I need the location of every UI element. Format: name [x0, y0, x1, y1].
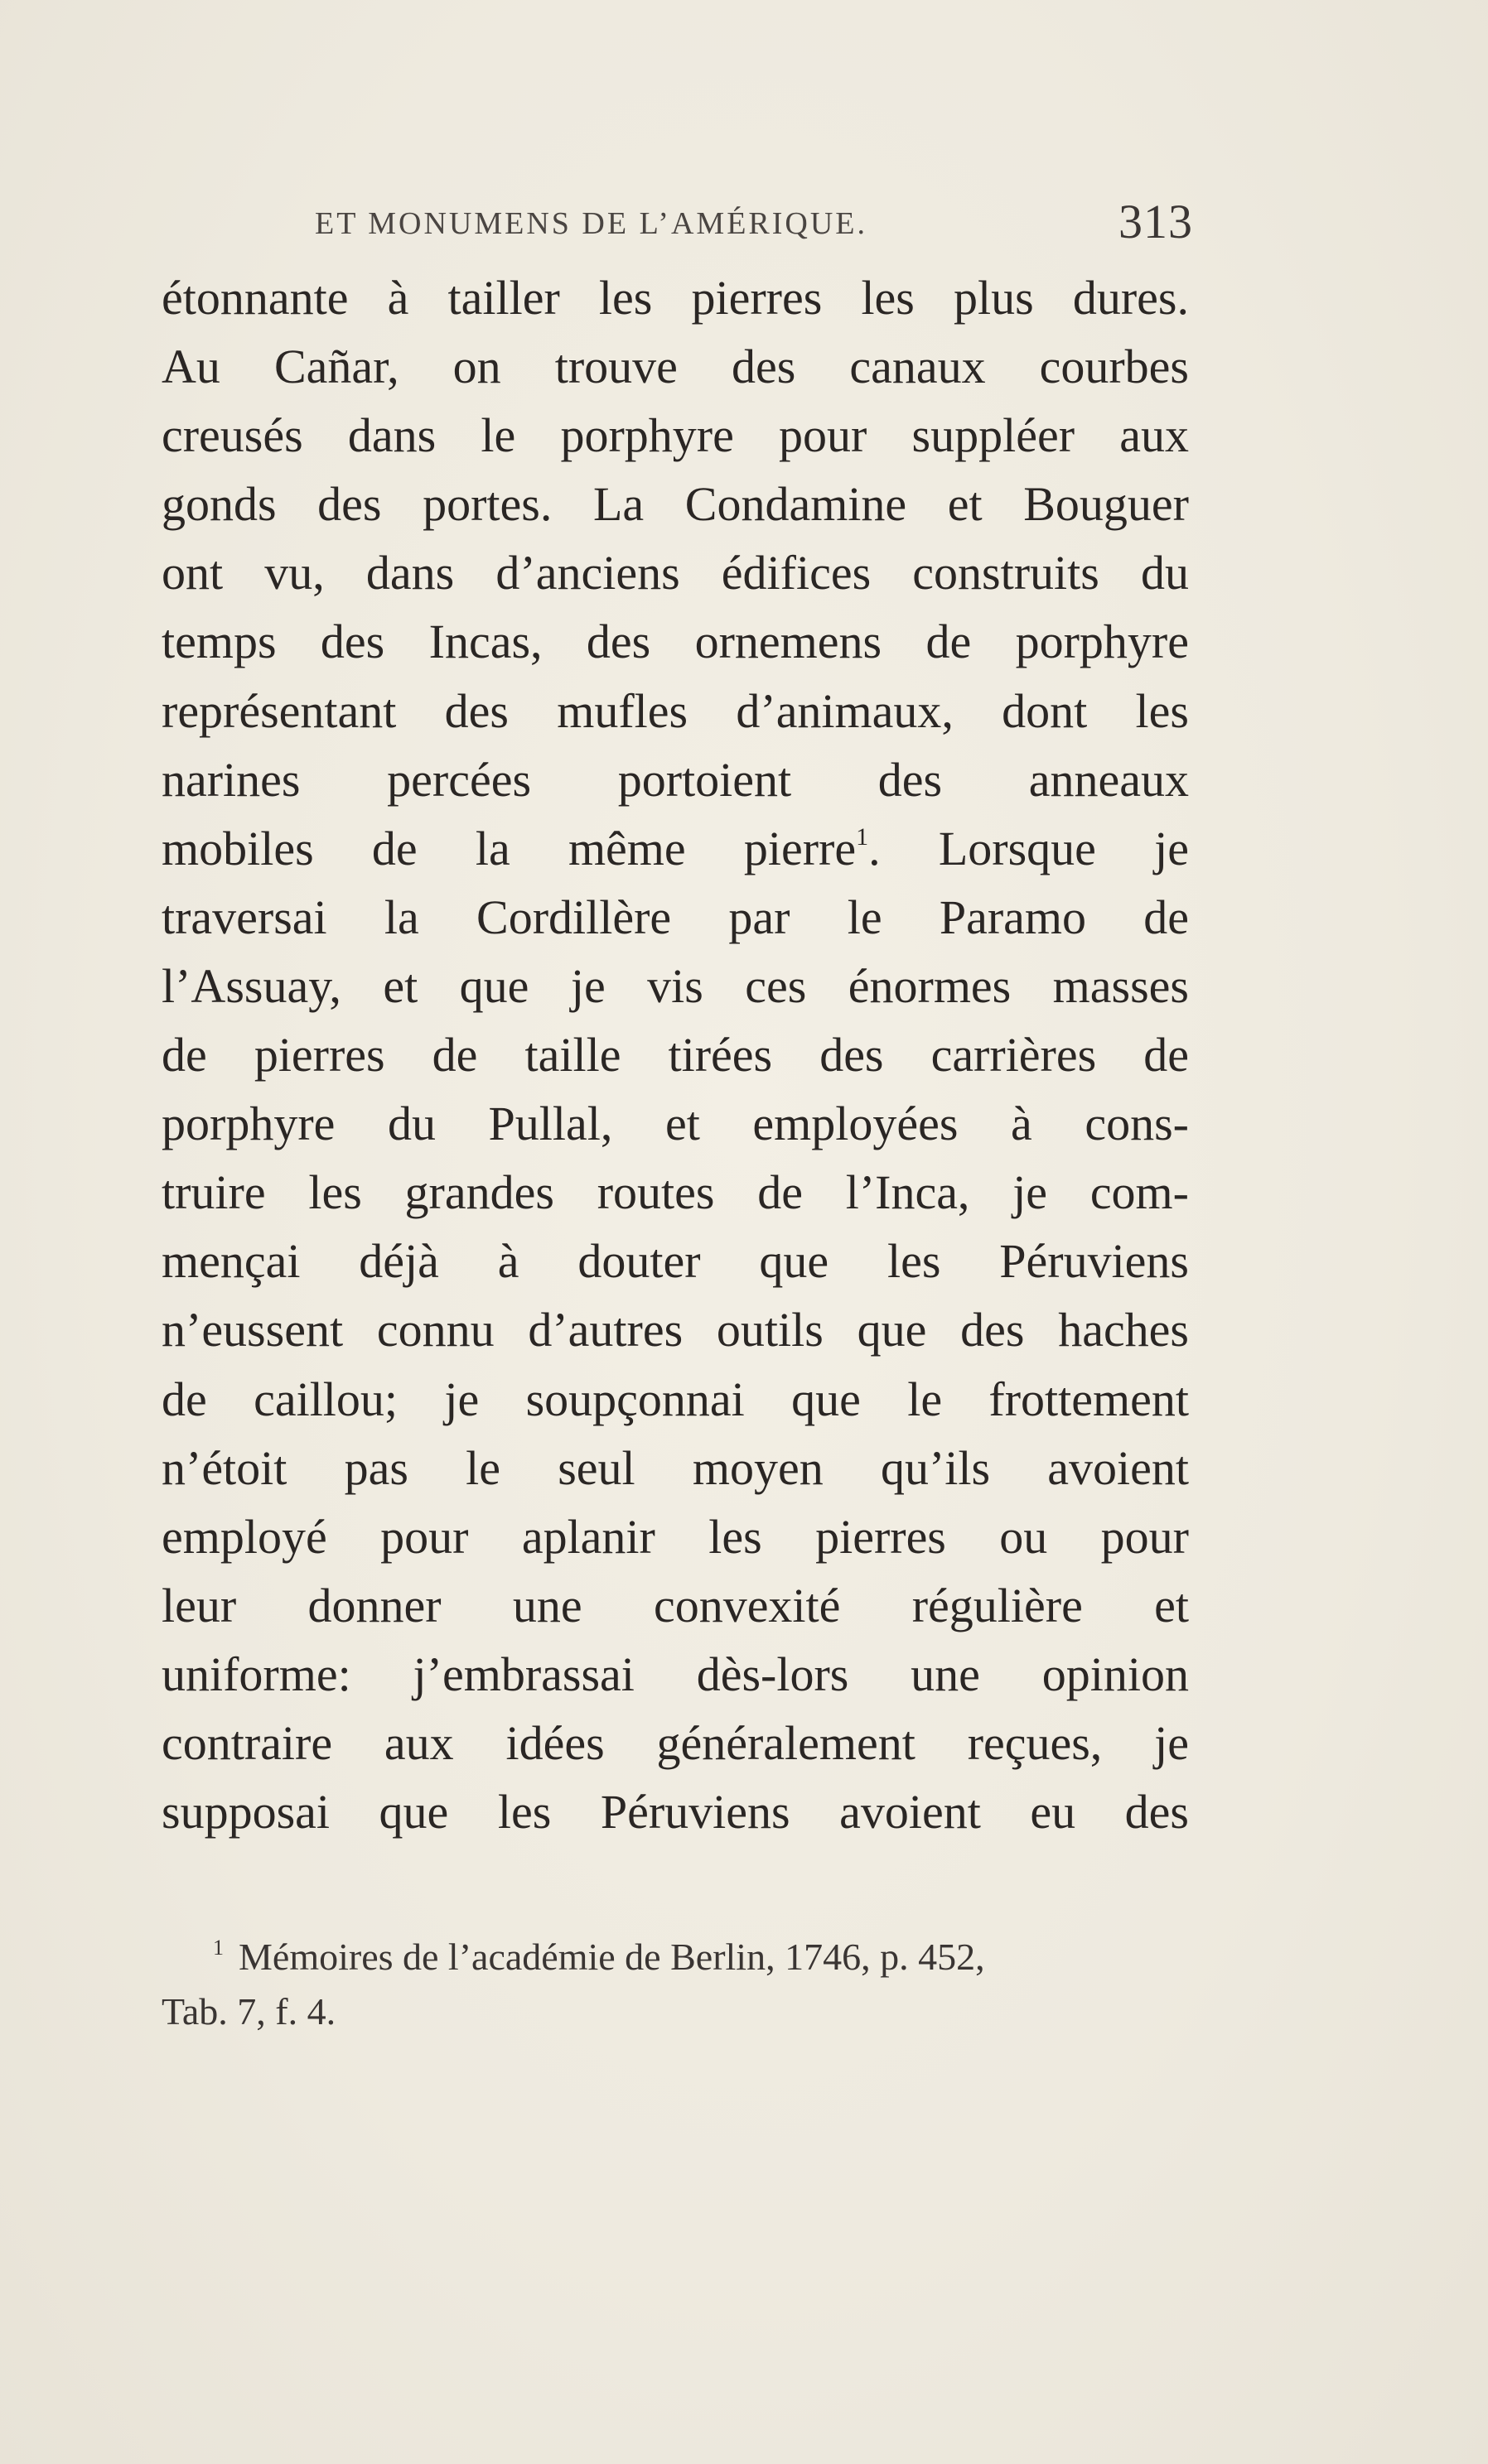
- text-line-5: ont vu, dans d’anciens édifices construits du: [162, 546, 1189, 600]
- text-line-16: n’eussent connu d’autres outils que des haches: [162, 1303, 1189, 1357]
- footnote-marker: 1: [213, 1936, 224, 1960]
- page-number: 313: [1118, 195, 1193, 248]
- text-line-11: l’Assuay, et que je vis ces énormes masses: [162, 958, 1189, 1013]
- text-line-9-end: . Lorsque je: [868, 821, 1189, 875]
- text-line-22: contraire aux idées généralement reçues, je: [162, 1715, 1189, 1770]
- text-line-1: étonnante à tailler les pierres les plus dures.: [162, 271, 1189, 325]
- text-line-8: narines percées portoient des anneaux: [162, 752, 1189, 807]
- text-line-19: employé pour aplanir les pierres ou pour: [162, 1509, 1189, 1564]
- text-line-21: uniforme: j’embrassai dès-lors une opinion: [162, 1647, 1189, 1701]
- text-line-12: de pierres de taille tirées des carrières de: [162, 1028, 1189, 1083]
- footnote-line-1: [162, 1930, 1189, 1984]
- text-line-10: traversai la Cordillère par le Paramo de: [162, 890, 1189, 944]
- text-line-3: creusés dans le porphyre pour suppléer aux: [162, 408, 1189, 463]
- text-line-6: temps des Incas, des ornemens de porphyre: [162, 615, 1189, 669]
- footnote-reference-mark: 1: [856, 822, 869, 851]
- text-line-20: leur donner une convexité régulière et: [162, 1578, 1189, 1632]
- text-line-9: [162, 814, 1189, 883]
- text-line-7: représentant des mufles d’animaux, dont les: [162, 683, 1189, 738]
- running-head: [315, 195, 1193, 255]
- running-title: ET MONUMENS DE L’AMÉRIQUE.: [315, 206, 867, 241]
- text-line-23: supposai que les Péruviens avoient eu des: [162, 1785, 1189, 1840]
- footnote-text-1: Mémoires de l’académie de Berlin, 1746, p. 452,: [239, 1936, 985, 1978]
- text-line-17: de caillou; je soupçonnai que le frottement: [162, 1372, 1189, 1426]
- text-line-13: porphyre du Pullal, et employées à cons-: [162, 1097, 1189, 1151]
- text-line-15: mençai déjà à douter que les Péruviens: [162, 1234, 1189, 1289]
- footnote-line-2: Tab. 7, f. 4.: [162, 1990, 336, 2032]
- footnote: [162, 1930, 1189, 2039]
- text-line-2: Au Cañar, on trouve des canaux courbes: [162, 340, 1189, 394]
- text-line-4: gonds des portes. La Condamine et Bouguer: [162, 477, 1189, 532]
- text-line-14: truire les grandes routes de l’Inca, je com-: [162, 1165, 1189, 1220]
- body-text: [162, 263, 1189, 1846]
- text-line-18: n’étoit pas le seul moyen qu’ils avoient: [162, 1440, 1189, 1495]
- text-line-9-start: mobiles de la même pierre: [162, 821, 857, 875]
